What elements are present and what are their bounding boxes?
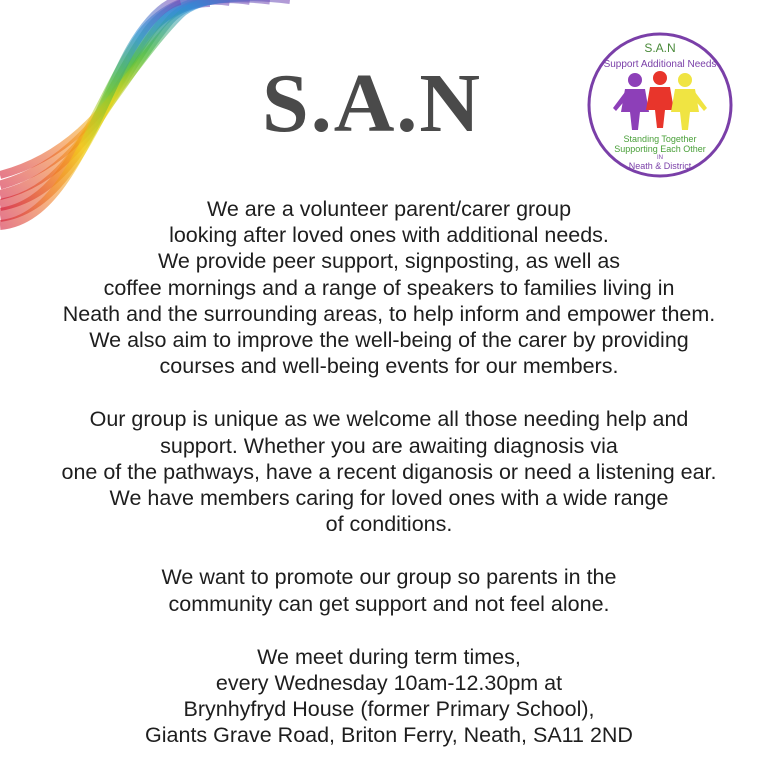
text-line: We also aim to improve the well-being of the carer by providing [89,328,689,353]
text-line: one of the pathways, have a recent diganosis or need a listening ear. [61,459,717,484]
logo-tagline-3: IN [657,155,663,161]
text-line: looking after loved ones with additional needs. [169,223,609,248]
page-title: S.A.N [262,57,483,150]
text-line: courses and well-being events for our members. [159,354,619,379]
logo-subtitle: Support Additional Needs [603,59,717,70]
unique-paragraph [10,406,768,537]
promote-paragraph [10,564,768,616]
text-line: We want to promote our group so parents in the [161,565,617,590]
text-line: Neath and the surrounding areas, to help inform and empower them. [62,301,716,326]
logo-tagline-1: Standing Together [623,134,697,144]
text-line: We provide peer support, signposting, as well as [157,249,621,274]
text-line: of conditions. [325,512,453,537]
san-logo [585,30,735,180]
text-line: coffee mornings and a range of speakers to families living in [103,275,675,300]
text-line: We have members caring for loved ones with a wide range [109,486,669,511]
text-line: every Wednesday 10am-12.30pm at [215,671,563,696]
text-line: Brynhyfryd House (former Primary School), [183,697,595,722]
text-line: We meet during term times, [257,644,521,669]
logo-top-text: S.A.N [644,41,676,55]
text-line: community can get support and not feel alone. [168,591,610,616]
text-line: Giants Grave Road, Briton Ferry, Neath, SA11 2ND [145,723,633,748]
text-line: We are a volunteer parent/carer group [206,197,572,221]
text-line: Our group is unique as we welcome all those needing help and [89,407,689,432]
text-line: support. Whether you are awaiting diagnosis via [160,433,618,458]
meeting-paragraph [10,644,768,749]
logo-place: Neath & District [628,161,692,171]
body-text [10,196,768,749]
intro-paragraph [10,196,768,379]
logo-tagline-2: Supporting Each Other [614,144,706,154]
